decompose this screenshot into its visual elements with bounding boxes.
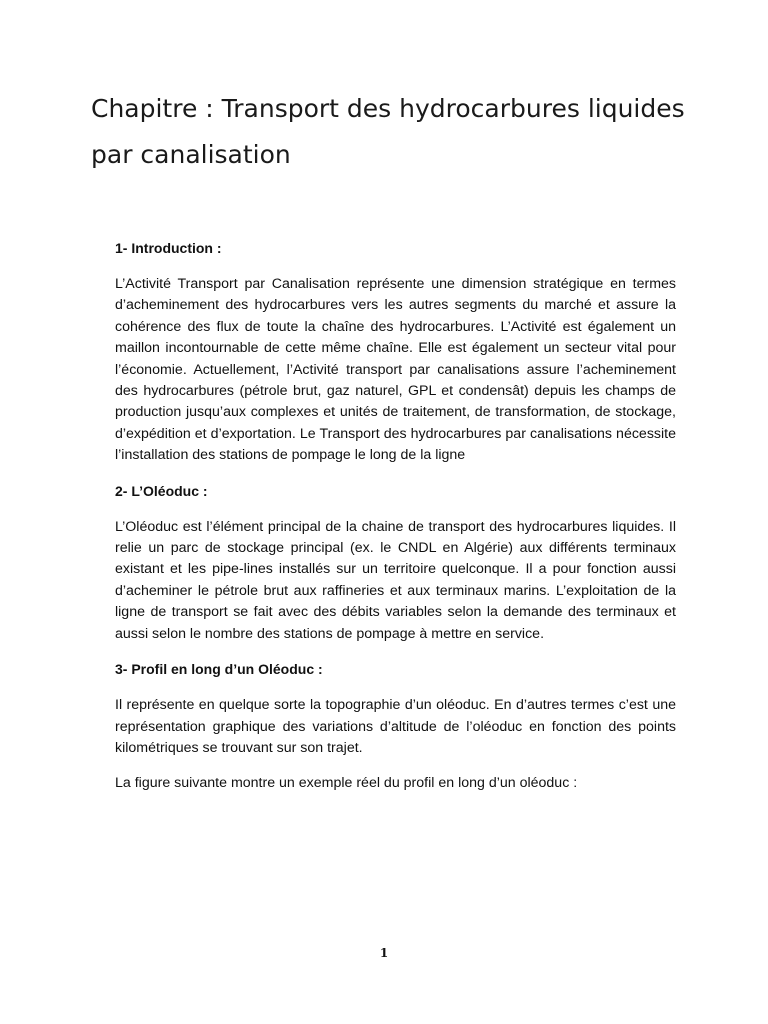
document-body: [115, 238, 676, 809]
paragraph: L’Activité Transport par Canalisation représente une dimension stratégique en termes d’acheminement des hydrocarbures vers les autres segments du marché et assure la cohérence des flux de toute la chaîne des hydrocarbures. L’Activité est également un maillon incontournable de cette même chaîne. Elle est également un secteur vital pour l’économie. Actuellement, l’Activité transport par canalisations assure l’acheminement des hydrocarbures (pétrole brut, gaz naturel, GPL et condensât) depuis les champs de production jusqu’aux complexes et unités de traitement, de transformation, de stockage, d’expédition et d’exportation. Le Transport des hydrocarbures par canalisations nécessite l’installation des stations de pompage le long de la ligne: [115, 276, 676, 464]
section-introduction: [115, 238, 676, 467]
page-number: 1: [379, 946, 389, 960]
paragraph: L’Oléoduc est l’élément principal de la chaine de transport des hydrocarbures liquides. Il relie un parc de stockage principal (ex. le CNDL en Algérie) aux différents terminaux existant et les pipe-lines installés sur un territoire quelconque. Il a pour fonction aussi d’acheminer le pétrole brut aux raffineries et aux terminaux marins. L’exploitation de la ligne de transport se fait avec des débits variables selon la demande des terminaux et aussi selon le nombre des stations de pompage à mettre en service.: [115, 518, 676, 642]
section-heading: 1- Introduction :: [115, 240, 222, 256]
paragraph: La figure suivante montre un exemple réel du profil en long d’un oléoduc :: [115, 775, 578, 792]
section-oleoduc: [115, 481, 676, 645]
section-heading: 2- L’Oléoduc :: [115, 482, 208, 499]
chapter-title: Chapitre : Transport des hydrocarbures liquides par canalisation: [91, 94, 685, 169]
paragraph: Il représente en quelque sorte la topographie d’un oléoduc. En d’autres termes c’est une représentation graphique des variations d’altitude de l’oléoduc en fonction des points kilométriques se trouvant sur son trajet.: [115, 697, 676, 756]
section-profil: [115, 659, 676, 795]
section-heading: 3- Profil en long d’un Oléoduc :: [115, 661, 323, 678]
